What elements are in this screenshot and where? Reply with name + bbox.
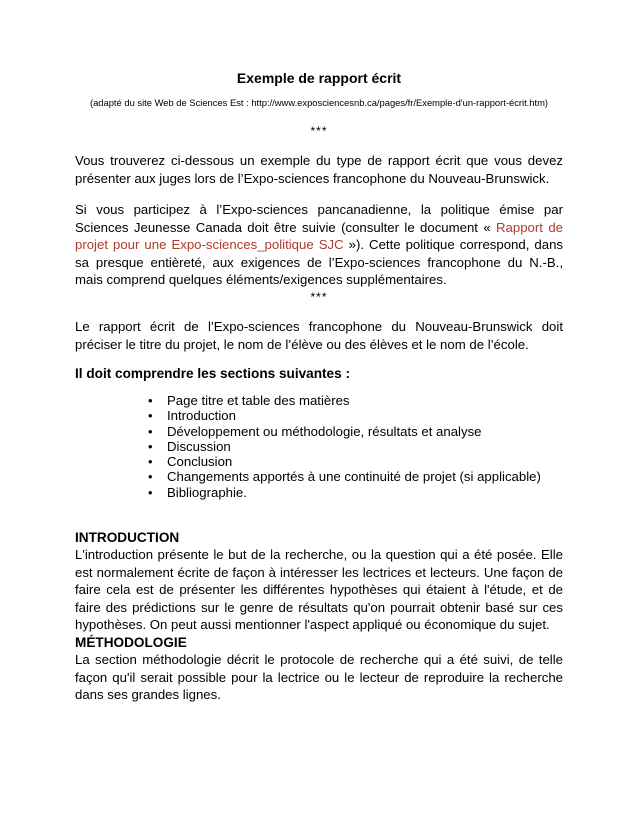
list-item: • Développement ou méthodologie, résultats et analyse <box>148 424 541 439</box>
separator-stars-2: *** <box>310 290 328 304</box>
requirements-paragraph: Le rapport écrit de l’Expo-sciences francophone du Nouveau-Brunswick doit préciser le titre du projet, le nom de l’élève ou des élèves et le nom de l’école. <box>75 319 563 352</box>
document-title: Exemple de rapport écrit <box>236 70 402 86</box>
separator-stars: *** <box>310 124 328 138</box>
list-item: • Page titre et table des matières <box>148 393 541 408</box>
introduction-heading: INTRODUCTION <box>75 530 180 545</box>
list-item: • Conclusion <box>148 454 541 469</box>
list-item: • Discussion <box>148 439 541 454</box>
list-item: • Bibliographie. <box>148 485 541 500</box>
sections-list <box>148 393 541 500</box>
sections-heading: Il doit comprendre les sections suivantes : <box>75 366 350 381</box>
list-item: • Changements apportés à une continuité de projet (si applicable) <box>148 469 541 484</box>
list-item: • Introduction <box>148 408 541 423</box>
policy-text-after: »). Cette politique correspond, dans sa presque entièreté, aux exigences de l’Expo-sciences francophone du N.-B., mais comprend quelques éléments/exigences supplémentaires. <box>75 237 563 287</box>
methodologie-heading: MÉTHODOLOGIE <box>75 635 187 650</box>
intro-paragraph: Vous trouverez ci-dessous un exemple du type de rapport écrit que vous devez présenter aux juges lors de l’Expo-sciences francophone du Nouveau-Brunswick. <box>75 153 563 186</box>
document-subtitle: (adapté du site Web de Sciences Est : http://www.exposciencesnb.ca/pages/fr/Exemple-d'un-rapport-écrit.htm) <box>89 97 549 108</box>
methodologie-paragraph: La section méthodologie décrit le protocole de recherche qui a été suivi, de telle façon qu'il serait possible pour la lectrice ou le lecteur de reproduire la recherche dans ses grandes lignes. <box>75 652 563 702</box>
policy-document-link[interactable]: Rapport de projet pour une Expo-sciences_politique SJC <box>75 219 563 252</box>
introduction-paragraph: L'introduction présente le but de la recherche, ou la question qui a été posée. Elle est normalement écrite de façon à intéresser les lectrices et lecteurs. Une façon de faire cela est de présenter les différentes hypothèses qui étaient à l'étude, et de faire des prédictions sur le genre de résultats qu'on pourrait obtenir basé sur ces hypothèses. On peut aussi mentionner l'aspect appliqué ou économique du sujet. <box>75 547 563 632</box>
policy-paragraph <box>75 201 563 289</box>
policy-text-before: Si vous participez à l’Expo-sciences pancanadienne, la politique émise par Sciences Jeunesse Canada doit être suivie (consulter le document « <box>75 202 563 235</box>
